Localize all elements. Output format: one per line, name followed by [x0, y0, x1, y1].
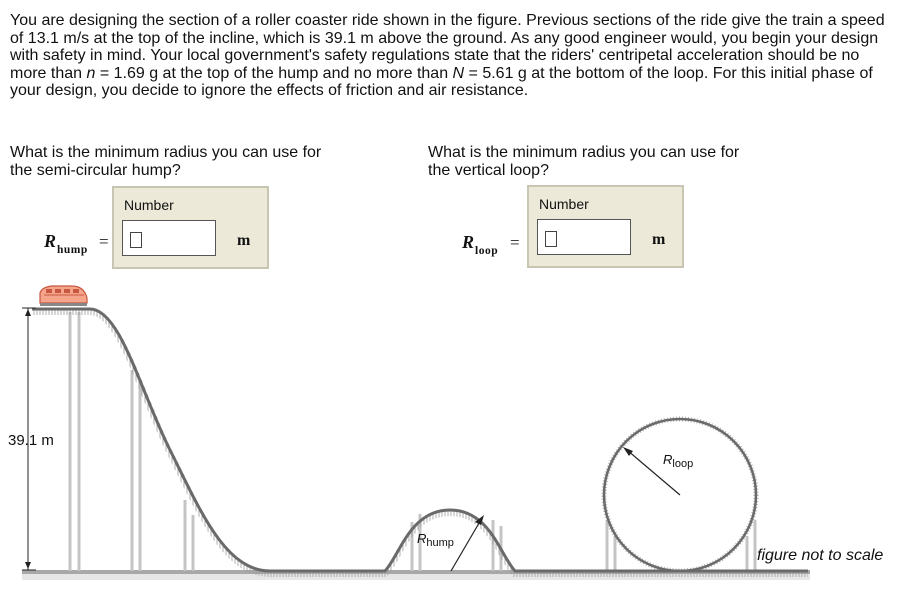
hump-radius-label: $R_{hump}$ [417, 531, 454, 549]
r-loop-symbol: $R_{loop}$ [462, 232, 499, 257]
height-arrow-down [25, 562, 31, 569]
hump-radius-arrow [451, 518, 482, 571]
loop-radius-label: $R_{loop}$ [663, 452, 694, 470]
r-hump-symbol: $R_{hump}$ [44, 231, 88, 256]
figure-not-to-scale-note: figure not to scale [757, 547, 884, 564]
question-hump: What is the minimum radius you can use for the semi-circular hump? [10, 144, 322, 179]
coaster-car [40, 286, 87, 306]
loop-arrowhead [623, 447, 633, 456]
problem-text-part1: You are designing the section of a roller coaster ride shown in the figure. Previous sections of the ride give the train a speed of 13.1 m/s at the top of the incline, which is 39.1 m above the ground. As any good engineer would, you begin your design with safety in mind. Your local government's safety regulations state that the riders' centripetal acceleration should be no more than [10, 12, 885, 82]
problem-text-part2: = 1.69 g at the top of the hump and no more than [95, 64, 453, 82]
r-hump-subscript: hump [57, 244, 88, 256]
number-label-hump: Number [124, 197, 174, 213]
var-N: N [452, 64, 465, 82]
equals-sign-loop: = [510, 233, 520, 252]
problem-text-part3: = 5.61 g at the bottom of the loop. For this initial phase of your design, you decide to ignore the effects of friction and air resistance. [10, 64, 873, 99]
number-label-loop: Number [539, 196, 589, 212]
r-loop-subscript: loop [475, 245, 499, 257]
unit-m-loop: m [652, 231, 666, 248]
height-arrow-up [25, 309, 31, 316]
height-label: 39.1 m [8, 432, 54, 449]
unit-m-hump: m [237, 232, 251, 249]
equals-sign-hump: = [99, 232, 109, 251]
var-n: n [86, 64, 96, 82]
question-loop: What is the minimum radius you can use for the vertical loop? [428, 144, 740, 179]
